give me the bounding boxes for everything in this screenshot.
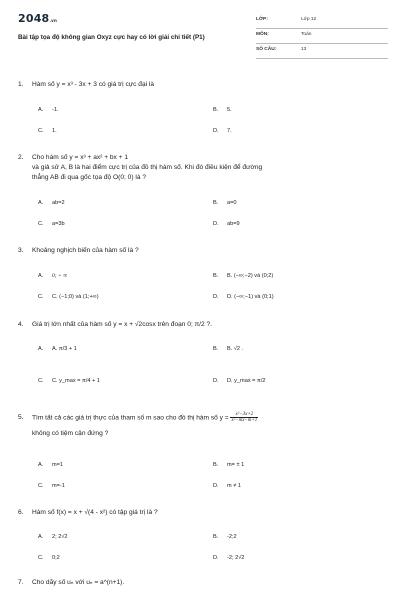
function-fraction: $\frac{\text{x²−3x+2}}{\text{x²−mx−m+1}}$ <box>231 412 258 423</box>
question-number: 7. <box>18 579 24 586</box>
question-7 <box>18 578 388 592</box>
question-number: 5. <box>18 414 24 422</box>
meta-key: SỐ CÂU: <box>256 47 277 52</box>
option-a[interactable]: A. m=1 <box>38 462 64 468</box>
meta-value: Lớp 12 <box>301 17 317 22</box>
question-number: 3. <box>18 247 24 254</box>
question-text: Hàm số y = x³ - 3x + 3 có giá trị cực đại là <box>32 81 155 88</box>
option-c[interactable]: C. 1. <box>38 128 57 134</box>
option-a[interactable]: A. A. π/3 + 1 <box>38 346 77 352</box>
option-a[interactable]: A. 2; 2√2 <box>38 534 68 540</box>
meta-key: LỚP: <box>256 17 268 22</box>
question-6 <box>18 508 388 568</box>
option-b[interactable]: B. m= ± 1 <box>213 462 245 468</box>
question-text: Tìm tất cả các giá trị thực của tham số m sao cho đồ thị hàm số y = <box>32 414 229 422</box>
option-b[interactable]: B. B. (−∞;−2) và (0;2) <box>213 273 274 279</box>
question-text-line2: và giả sử A, B là hai điểm cực trị của đồ thị hàm số. Khi đó điều kiện để đường <box>32 164 263 171</box>
question-2 <box>18 153 388 233</box>
document-meta <box>256 14 388 59</box>
option-d[interactable]: D. 7. <box>213 128 232 134</box>
option-d[interactable]: D. ab=9 <box>213 221 240 227</box>
question-number: 4. <box>18 321 24 328</box>
site-logo[interactable]: 2048.vn <box>18 12 57 25</box>
question-5 <box>18 412 388 497</box>
question-text: Cho dãy số uₙ với uₙ = a^(n+1). <box>32 579 125 586</box>
question-text: Cho hàm số y = x³ + ax² + bx + 1 <box>32 154 129 161</box>
document-header <box>18 12 388 68</box>
question-text: Hàm số f(x) = x + √(4 - x²) có tập giá trị là ? <box>32 509 158 516</box>
option-c[interactable]: C. a=3b <box>38 221 65 227</box>
meta-key: MÔN: <box>256 32 269 37</box>
meta-value: 13 <box>301 47 307 52</box>
option-d[interactable]: D. -2; 2√2 <box>213 555 245 561</box>
option-c[interactable]: C. m=-1 <box>38 483 65 489</box>
question-number: 2. <box>18 154 24 161</box>
option-c[interactable]: C. C. (−1;0) và (1;+∞) <box>38 294 99 300</box>
option-a[interactable]: A. ab=2 <box>38 200 65 206</box>
option-b[interactable]: B. 5. <box>213 107 232 113</box>
question-text-line2: không có tiệm cận đứng ? <box>32 430 109 438</box>
meta-row-count <box>256 44 388 59</box>
question-number: 6. <box>18 509 24 516</box>
question-text: Khoảng nghịch biến của hàm số là ? <box>32 247 139 254</box>
question-text-line3: thẳng AB đi qua gốc tọa độ O(0; 0) là ? <box>32 174 147 181</box>
option-d[interactable]: D. D. (−∞;−1) và (0;1) <box>213 294 274 300</box>
question-4 <box>18 320 388 400</box>
meta-value: Toán <box>301 32 312 37</box>
document-title: Bài tập tọa độ không gian Oxyz cực hay có lời giải chi tiết (P1) <box>18 34 205 41</box>
option-b[interactable]: B. a=0 <box>213 200 237 206</box>
option-c[interactable]: C. C. y_max = π/4 + 1 <box>38 378 101 384</box>
option-d[interactable]: D. D. y_max = π/2 <box>213 378 266 384</box>
option-d[interactable]: D. m ≠ 1 <box>213 483 241 489</box>
option-b[interactable]: B. B. √2 . <box>213 346 244 352</box>
question-text: Giá trị lớn nhất của hàm số y = x + √2cosx trên đoạn 0; π/2 ?. <box>32 321 212 328</box>
question-1 <box>18 80 388 140</box>
option-a[interactable]: A. 0; + ∞ <box>38 273 68 279</box>
option-b[interactable]: B. -2;2 <box>213 534 237 540</box>
option-c[interactable]: C. 0;2 <box>38 555 60 561</box>
option-a[interactable]: A. -1. <box>38 107 59 113</box>
meta-row-class <box>256 14 388 29</box>
question-3 <box>18 246 388 306</box>
meta-row-subject <box>256 29 388 44</box>
question-number: 1. <box>18 81 24 88</box>
